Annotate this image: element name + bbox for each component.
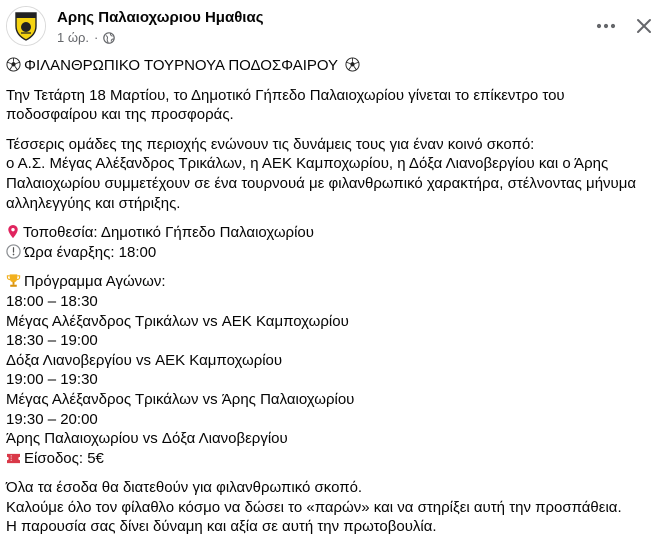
ticket-icon: [6, 452, 21, 465]
soccer-ball-icon: [6, 57, 21, 72]
closing-line: Όλα τα έσοδα θα διατεθούν για φιλανθρωπικό σκοπό.: [6, 479, 363, 497]
post-meta: [57, 30, 115, 45]
clock-icon: [6, 244, 21, 259]
teams-line: Παλαιοχωρίου συμμετέχουν σε ένα τουρνουά με φιλανθρωπικό χαρακτήρα, στέλνοντας μήνυμα: [6, 174, 637, 192]
schedule-match: Δόξα Λιανοβεργίου vs ΑΕΚ Καμποχωρίου: [6, 351, 283, 369]
post-title: ΦΙΛΑΝΘΡΩΠΙΚΟ ΤΟΥΡΝΟΥΑ ΠΟΔΟΣΦΑΙΡΟΥ: [24, 57, 338, 74]
schedule-time: 19:30 – 20:00: [6, 410, 98, 428]
teams-line: αλληλεγγύης και στήριξης.: [6, 194, 181, 212]
teams-line: Τέσσερις ομάδες της περιοχής ενώνουν τις δυνάμεις τους για έναν κοινό σκοπό:: [6, 135, 535, 153]
details-paragraph: [6, 223, 656, 262]
post-body: [6, 56, 656, 547]
location-pin-icon: [6, 224, 20, 239]
teams-line: ο Α.Σ. Μέγας Αλέξανδρος Τρικάλων, η ΑΕΚ Καμποχωρίου, η Δόξα Λιανοβεργίου και ο Άρης: [6, 155, 609, 173]
schedule-time: 19:00 – 19:30: [6, 371, 98, 389]
soccer-ball-icon: [345, 57, 360, 72]
teams-paragraph: [6, 135, 656, 213]
post-time[interactable]: 1 ώρ.: [57, 30, 89, 45]
schedule-title: Πρόγραμμα Αγώνων:: [24, 273, 166, 291]
more-options-button[interactable]: [588, 8, 624, 44]
post-header: [0, 0, 666, 56]
post-author[interactable]: Αρης Παλαιοχωριου Ημαθιας: [57, 9, 264, 26]
closing-line: Η παρουσία σας δίνει δύναμη και αξία σε αυτή την πρωτοβουλία.: [6, 518, 437, 536]
intro-line: ποδοσφαίρου και της προσφοράς.: [6, 106, 234, 124]
schedule-time: 18:00 – 18:30: [6, 292, 98, 310]
close-icon: [636, 18, 652, 34]
entry-text: Είσοδος: 5€: [24, 449, 104, 467]
start-time-text: Ώρα έναρξης: 18:00: [24, 243, 157, 261]
closing-paragraph: [6, 478, 656, 537]
meta-separator: ·: [94, 30, 99, 45]
avatar[interactable]: [6, 6, 46, 46]
schedule-match: Μέγας Αλέξανδρος Τρικάλων vs ΑΕΚ Καμποχωρίου: [6, 312, 349, 330]
location-text: Τοποθεσία: Δημοτικό Γήπεδο Παλαιοχωρίου: [23, 224, 314, 242]
schedule-match: Άρης Παλαιοχωρίου vs Δόξα Λιανοβεργίου: [6, 430, 288, 448]
closing-line: Καλούμε όλο τον φίλαθλο κόσμο να δώσει το «παρών» και να στηρίξει αυτή την προσπάθεια.: [6, 498, 622, 516]
globe-icon[interactable]: [103, 32, 115, 44]
post-title-line: [6, 56, 656, 76]
close-button[interactable]: [626, 8, 662, 44]
club-crest-icon: [7, 7, 45, 45]
intro-line: Την Τετάρτη 18 Μαρτίου, το Δημοτικό Γήπεδο Παλαιοχωρίου γίνεται το επίκεντρο του: [6, 86, 565, 104]
intro-paragraph: [6, 86, 656, 125]
schedule-section: [6, 272, 656, 468]
more-options-icon: [596, 23, 616, 29]
schedule-time: 18:30 – 19:00: [6, 332, 98, 350]
trophy-icon: [6, 273, 21, 288]
schedule-match: Μέγας Αλέξανδρος Τρικάλων vs Άρης Παλαιοχωρίου: [6, 390, 355, 408]
